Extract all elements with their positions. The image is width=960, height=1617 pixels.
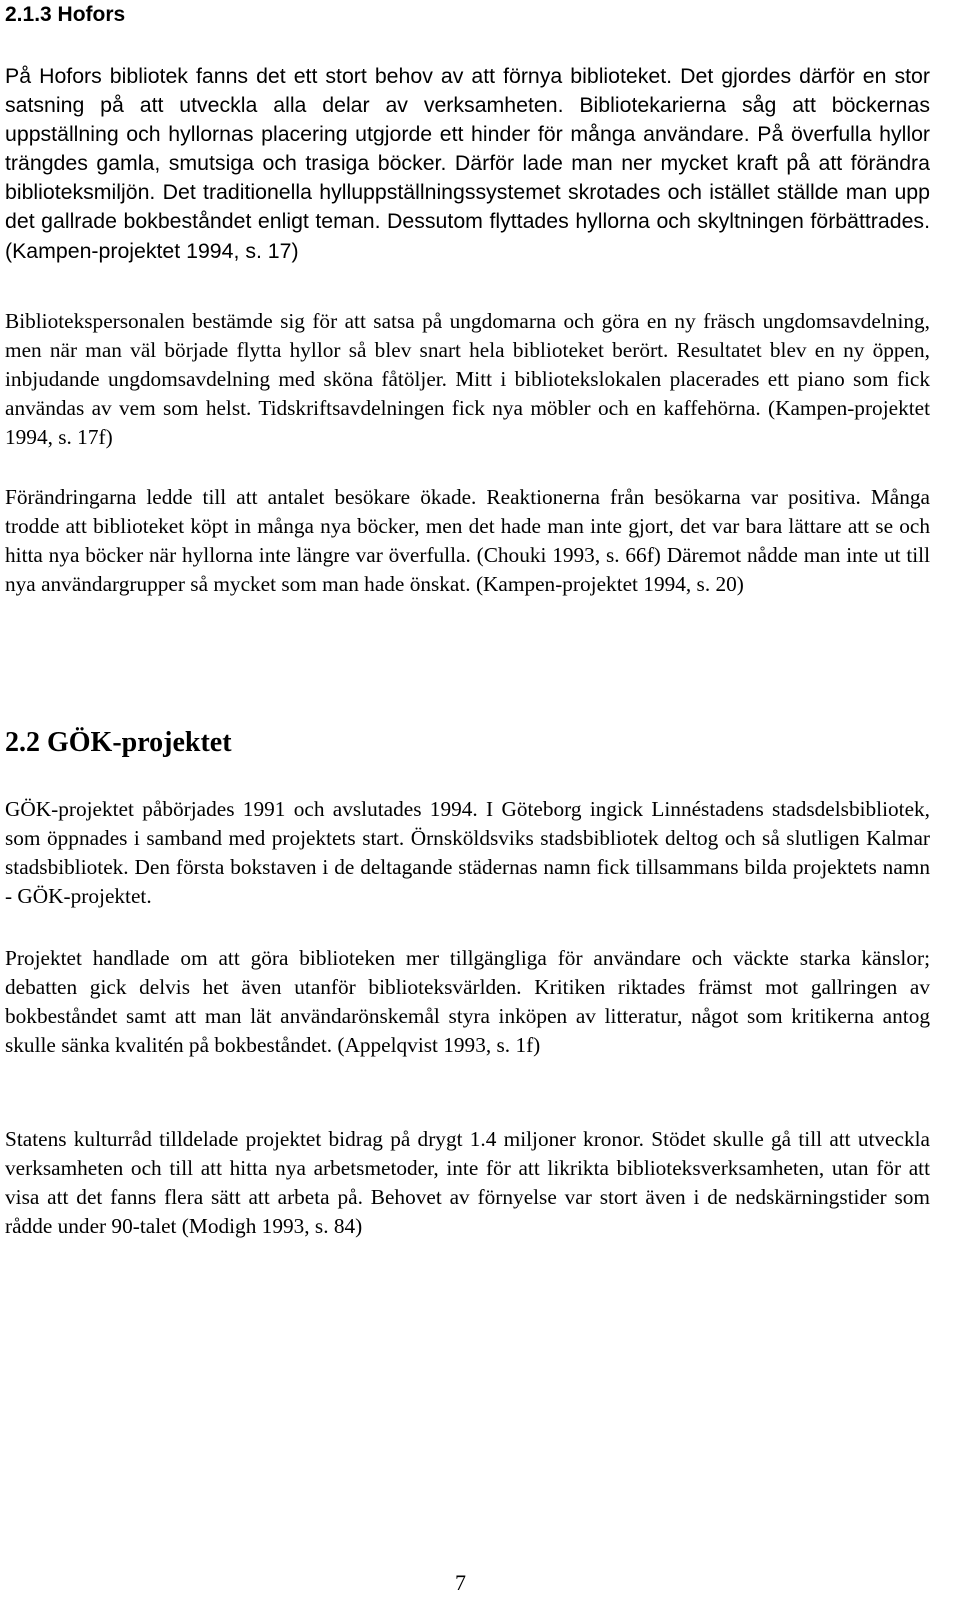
paragraph-hofors-2: Bibliotekspersonalen bestämde sig för att satsa på ungdomarna och göra en ny fräsch ungdomsavdelning, men när man väl började flytta hyllor så blev snart hela biblioteket berört. Resultatet blev en ny öppen, inbjudande ungdomsavdelning med sköna fåtöljer. Mitt i bibliotekslokalen placerades ett piano som fick användas av vem som helst. Tidskriftsavdelningen fick nya möbler och en kaffehörna. (Kampen-projektet 1994, s. 17f) — [5, 309, 930, 450]
paragraph-hofors-3: Förändringarna ledde till att antalet besökare ökade. Reaktionerna från besökarna var positiva. Många trodde att biblioteket köpt in många nya böcker, men det hade man inte gjort, det var bara lättare att se och hitta nya böcker när hyllorna inte längre var överfulla. (Chouki 1993, s. 66f) Däremot nådde man inte ut till nya användargrupper så mycket som man hade önskat. (Kampen-projektet 1994, s. 20) — [5, 485, 930, 597]
paragraph-gok-3: Statens kulturråd tilldelade projektet bidrag på drygt 1.4 miljoner kronor. Stödet skulle gå till att utveckla verksamheten och till att hitta nya arbetsmetoder, inte för att likrikta biblioteksverksamheten, utan för att visa att det fanns flera sätt att arbeta på. Behovet av förnyelse var stort även i de nedskärningstider som rådde under 90-talet (Modigh 1993, s. 84) — [5, 1127, 930, 1239]
section-heading-hofors: 2.1.3 Hofors — [5, 3, 126, 26]
paragraph-hofors-1: På Hofors bibliotek fanns det ett stort behov av att förnya biblioteket. Det gjordes därför en stor satsning på att utveckla alla delar av verksamheten. Bibliotekarierna såg att böckernas uppställning och hyllornas placering utgjorde ett hinder för många användare. På överfulla hyllor trängdes gamla, smutsiga och trasiga böcker. Därför lade man ner mycket kraft på att förändra biblioteksmiljön. Det traditionella hylluppställningssystemet skrotades och istället ställde man upp det gallrade bokbeståndet enligt teman. Dessutom flyttades hyllorna och skyltningen förbättrades. (Kampen-projektet 1994, s. 17) — [5, 64, 930, 263]
paragraph-gok-2: Projektet handlade om att göra biblioteken mer tillgängliga för användare och väckte starka känslor; debatten gick delvis het även utanför biblioteksvärlden. Kritiken riktades främst mot gallringen av bokbeståndet samt att man lät användarönskemål styra inköpen av litteratur, något som kritikerna antog skulle sänka kvalitén på bokbeståndet. (Appelqvist 1993, s. 1f) — [5, 946, 930, 1058]
page-number: 7 — [455, 1570, 466, 1595]
section-heading-gok-projektet: 2.2 GÖK-projektet — [5, 727, 232, 758]
paragraph-gok-1: GÖK-projektet påbörjades 1991 och avslutades 1994. I Göteborg ingick Linnéstadens stadsdelsbibliotek, som öppnades i samband med projektets start. Örnsköldsviks stadsbibliotek deltog och så slutligen Kalmar stadsbibliotek. Den första bokstaven i de deltagande städernas namn fick tillsammans bilda projektets namn - GÖK-projektet. — [5, 797, 930, 909]
